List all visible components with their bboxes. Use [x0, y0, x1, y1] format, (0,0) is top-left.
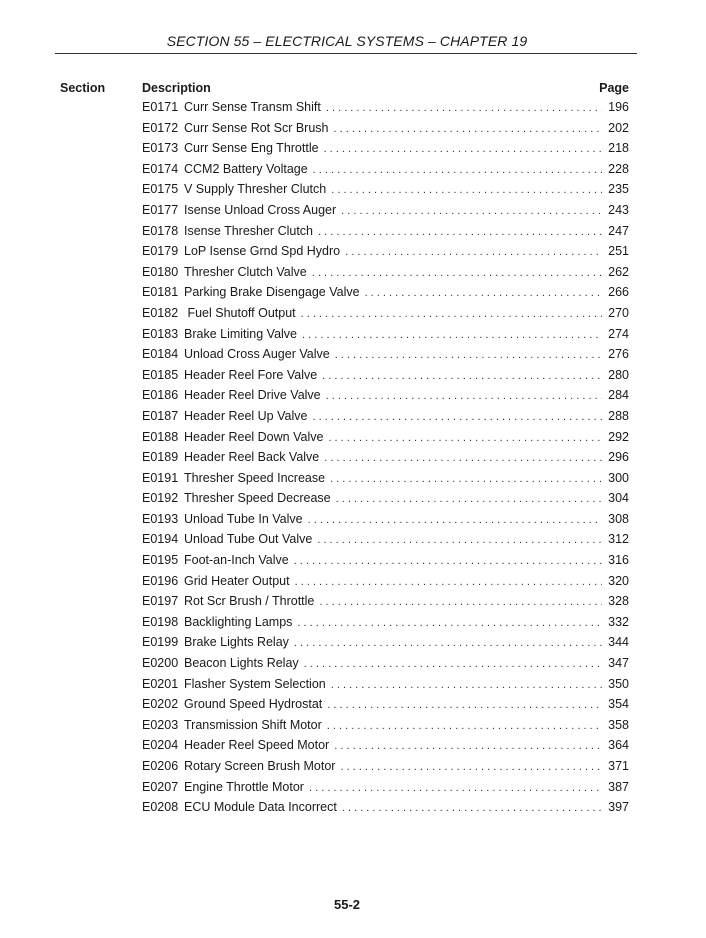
toc-entry-page: 332 [608, 614, 629, 629]
toc-dot-leader [327, 699, 602, 711]
toc-entry [142, 182, 629, 203]
toc-dot-leader [330, 473, 602, 485]
toc-entry-description: Parking Brake Disengage Valve [184, 285, 360, 300]
toc-entry-description: Fuel Shutoff Output [184, 305, 296, 320]
toc-dot-leader [322, 370, 602, 382]
column-header-page: Page [599, 81, 629, 95]
toc-entry [142, 121, 629, 142]
toc-entry [142, 615, 629, 636]
toc-entry-page: 296 [608, 450, 629, 465]
toc-entry-page: 316 [608, 553, 629, 568]
toc-entry [142, 162, 629, 183]
toc-entry-description: Isense Thresher Clutch [184, 223, 313, 238]
toc-entry-description: Foot-an-Inch Valve [184, 553, 289, 568]
column-header-section: Section [60, 81, 106, 95]
toc-dot-leader [326, 390, 603, 402]
toc-entry-code: E0197 [142, 594, 179, 609]
toc-entry-code: E0199 [142, 635, 179, 650]
toc-entry [142, 430, 629, 451]
toc-entry-description: Header Reel Fore Valve [184, 367, 318, 382]
toc-entry-page: 196 [608, 100, 629, 114]
toc-entry-description: Thresher Speed Decrease [184, 491, 331, 506]
toc-entry-description: Engine Throttle Motor [184, 779, 304, 794]
toc-entry [142, 738, 629, 759]
toc-entry [142, 100, 629, 121]
toc-entry [142, 347, 629, 368]
toc-entry-page: 292 [608, 429, 629, 444]
toc-entry [142, 471, 629, 492]
toc-entry [142, 553, 629, 574]
toc-entry-page: 288 [608, 408, 629, 423]
toc-entry-page: 266 [608, 285, 629, 300]
toc-entry-description: Rotary Screen Brush Motor [184, 759, 336, 773]
toc-entry-code: E0192 [142, 491, 179, 506]
toc-entry-code: E0185 [142, 367, 179, 382]
toc-entry [142, 635, 629, 656]
toc-entry-code: E0200 [142, 656, 179, 671]
header-divider [55, 53, 637, 54]
toc-entry-code: E0183 [142, 326, 179, 341]
toc-dot-leader [336, 493, 603, 505]
toc-entry [142, 512, 629, 533]
toc-entry-description: Curr Sense Rot Scr Brush [184, 120, 329, 135]
toc-entry-code: E0202 [142, 697, 179, 712]
toc-entry-description: Backlighting Lamps [184, 614, 293, 629]
toc-entry-page: 274 [608, 326, 629, 341]
toc-entry-page: 364 [608, 738, 629, 753]
toc-entry-page: 308 [608, 511, 629, 526]
toc-entry-page: 270 [608, 305, 629, 320]
toc-entry [142, 594, 629, 615]
toc-dot-leader [340, 761, 602, 773]
toc-entry-code: E0182 [142, 305, 179, 320]
toc-dot-leader [304, 658, 602, 670]
toc-entry-description: Ground Speed Hydrostat [184, 697, 323, 712]
page-number: 55-2 [333, 897, 361, 912]
toc-entry-page: 276 [608, 347, 629, 362]
toc-dot-leader [319, 596, 602, 608]
toc-entry [142, 532, 629, 553]
toc-entry-code: E0201 [142, 676, 179, 691]
toc-entry-description: Thresher Clutch Valve [184, 264, 307, 279]
toc-entry-page: 354 [608, 697, 629, 712]
toc-entry-description: Header Reel Up Valve [184, 408, 308, 423]
toc-dot-leader [331, 184, 602, 196]
toc-dot-leader [294, 637, 602, 649]
toc-dot-leader [331, 679, 602, 691]
toc-entry [142, 677, 629, 698]
toc-entry-description: Grid Heater Output [184, 573, 290, 588]
toc-entry [142, 203, 629, 224]
toc-entry-description: Beacon Lights Relay [184, 656, 299, 671]
toc-dot-leader [313, 164, 602, 176]
toc-entry-code: E0179 [142, 244, 179, 259]
toc-entry-code: E0186 [142, 388, 179, 403]
toc-entry-code: E0189 [142, 450, 179, 465]
toc-entry-page: 350 [608, 676, 629, 691]
toc-entry-code: E0206 [142, 759, 179, 773]
toc-dot-leader [308, 514, 603, 526]
toc-entry-page: 251 [608, 244, 629, 259]
toc-entry [142, 491, 629, 512]
toc-entry-page: 247 [608, 223, 629, 238]
toc-dot-leader [312, 411, 602, 423]
toc-entry [142, 368, 629, 389]
toc-entry [142, 409, 629, 430]
toc-entry-code: E0191 [142, 470, 179, 485]
toc-entry-description: Isense Unload Cross Auger [184, 202, 337, 217]
toc-entry [142, 656, 629, 677]
toc-entry [142, 388, 629, 409]
toc-entry-page: 235 [608, 182, 629, 197]
toc-dot-leader [312, 267, 602, 279]
toc-entry-description: ECU Module Data Incorrect [184, 800, 337, 815]
toc-entry-description: Header Reel Speed Motor [184, 738, 330, 753]
toc-dot-leader [302, 329, 602, 341]
toc-entry-code: E0187 [142, 408, 179, 423]
toc-dot-leader [334, 740, 602, 752]
toc-entry-page: 397 [608, 800, 629, 815]
toc-entry-code: E0177 [142, 202, 179, 217]
toc-dot-leader [309, 782, 602, 794]
toc-entry [142, 285, 629, 306]
toc-entry-description: Header Reel Down Valve [184, 429, 324, 444]
toc-dot-leader [317, 534, 602, 546]
table-of-contents [142, 100, 629, 821]
toc-entry-page: 202 [608, 120, 629, 135]
column-header-description: Description [142, 81, 211, 95]
toc-entry-page: 312 [608, 532, 629, 547]
toc-entry-code: E0208 [142, 800, 179, 815]
toc-entry-description: Header Reel Drive Valve [184, 388, 321, 403]
toc-entry-page: 262 [608, 264, 629, 279]
toc-entry-page: 218 [608, 141, 629, 156]
toc-dot-leader [295, 576, 603, 588]
toc-entry-code: E0174 [142, 161, 179, 176]
toc-entry-description: Unload Tube Out Valve [184, 532, 313, 547]
toc-entry-code: E0180 [142, 264, 179, 279]
toc-entry-code: E0171 [142, 100, 179, 114]
toc-entry-code: E0178 [142, 223, 179, 238]
page-header-title: SECTION 55 – ELECTRICAL SYSTEMS – CHAPTER 19 [166, 33, 528, 49]
toc-dot-leader [324, 452, 602, 464]
toc-entry-code: E0196 [142, 573, 179, 588]
toc-dot-leader [301, 308, 602, 320]
toc-entry-page: 243 [608, 202, 629, 217]
toc-entry-code: E0184 [142, 347, 179, 362]
toc-entry-description: Transmission Shift Motor [184, 717, 322, 732]
toc-entry [142, 697, 629, 718]
toc-entry-code: E0203 [142, 717, 179, 732]
toc-entry-description: V Supply Thresher Clutch [184, 182, 327, 197]
toc-entry-code: E0172 [142, 120, 179, 135]
toc-entry-description: Curr Sense Eng Throttle [184, 141, 319, 156]
toc-entry-description: CCM2 Battery Voltage [184, 161, 308, 176]
toc-dot-leader [297, 617, 602, 629]
toc-dot-leader [365, 287, 603, 299]
toc-dot-leader [324, 143, 603, 155]
toc-entry-page: 358 [608, 717, 629, 732]
toc-entry-code: E0207 [142, 779, 179, 794]
toc-dot-leader [334, 123, 603, 135]
toc-entry [142, 780, 629, 801]
toc-entry-code: E0193 [142, 511, 179, 526]
toc-dot-leader [328, 432, 602, 444]
toc-dot-leader [318, 226, 602, 238]
toc-entry-page: 284 [608, 388, 629, 403]
toc-entry-code: E0173 [142, 141, 179, 156]
toc-entry-code: E0181 [142, 285, 179, 300]
toc-entry [142, 244, 629, 265]
toc-entry [142, 450, 629, 471]
toc-dot-leader [294, 555, 602, 567]
toc-dot-leader [326, 102, 602, 114]
toc-entry-code: E0195 [142, 553, 179, 568]
toc-entry-code: E0198 [142, 614, 179, 629]
toc-entry-page: 328 [608, 594, 629, 609]
toc-entry-code: E0194 [142, 532, 179, 547]
toc-entry-page: 280 [608, 367, 629, 382]
toc-entry-description: Unload Tube In Valve [184, 511, 303, 526]
toc-entry-page: 371 [608, 759, 629, 773]
toc-entry-description: LoP Isense Grnd Spd Hydro [184, 244, 341, 259]
toc-entry-page: 300 [608, 470, 629, 485]
toc-entry-code: E0188 [142, 429, 179, 444]
toc-entry [142, 141, 629, 162]
toc-entry-page: 320 [608, 573, 629, 588]
toc-entry-page: 347 [608, 656, 629, 671]
toc-dot-leader [335, 349, 602, 361]
toc-entry-description: Flasher System Selection [184, 676, 326, 691]
toc-entry-description: Brake Lights Relay [184, 635, 289, 650]
toc-entry-page: 344 [608, 635, 629, 650]
toc-entry [142, 759, 629, 780]
toc-entry [142, 800, 629, 821]
toc-entry-description: Rot Scr Brush / Throttle [184, 594, 315, 609]
toc-entry-page: 387 [608, 779, 629, 794]
toc-entry-description: Curr Sense Transm Shift [184, 100, 321, 114]
toc-entry-description: Brake Limiting Valve [184, 326, 298, 341]
toc-dot-leader [345, 246, 602, 258]
toc-entry [142, 327, 629, 348]
toc-dot-leader [341, 205, 602, 217]
toc-entry-description: Header Reel Back Valve [184, 450, 320, 465]
toc-entry [142, 574, 629, 595]
toc-entry-code: E0204 [142, 738, 179, 753]
toc-dot-leader [327, 720, 602, 732]
toc-entry [142, 306, 629, 327]
toc-entry-description: Unload Cross Auger Valve [184, 347, 330, 362]
toc-entry [142, 265, 629, 286]
toc-entry-page: 304 [608, 491, 629, 506]
toc-entry [142, 224, 629, 245]
toc-entry-description: Thresher Speed Increase [184, 470, 326, 485]
toc-entry [142, 718, 629, 739]
toc-entry-code: E0175 [142, 182, 179, 197]
toc-entry-page: 228 [608, 161, 629, 176]
toc-dot-leader [342, 802, 602, 814]
